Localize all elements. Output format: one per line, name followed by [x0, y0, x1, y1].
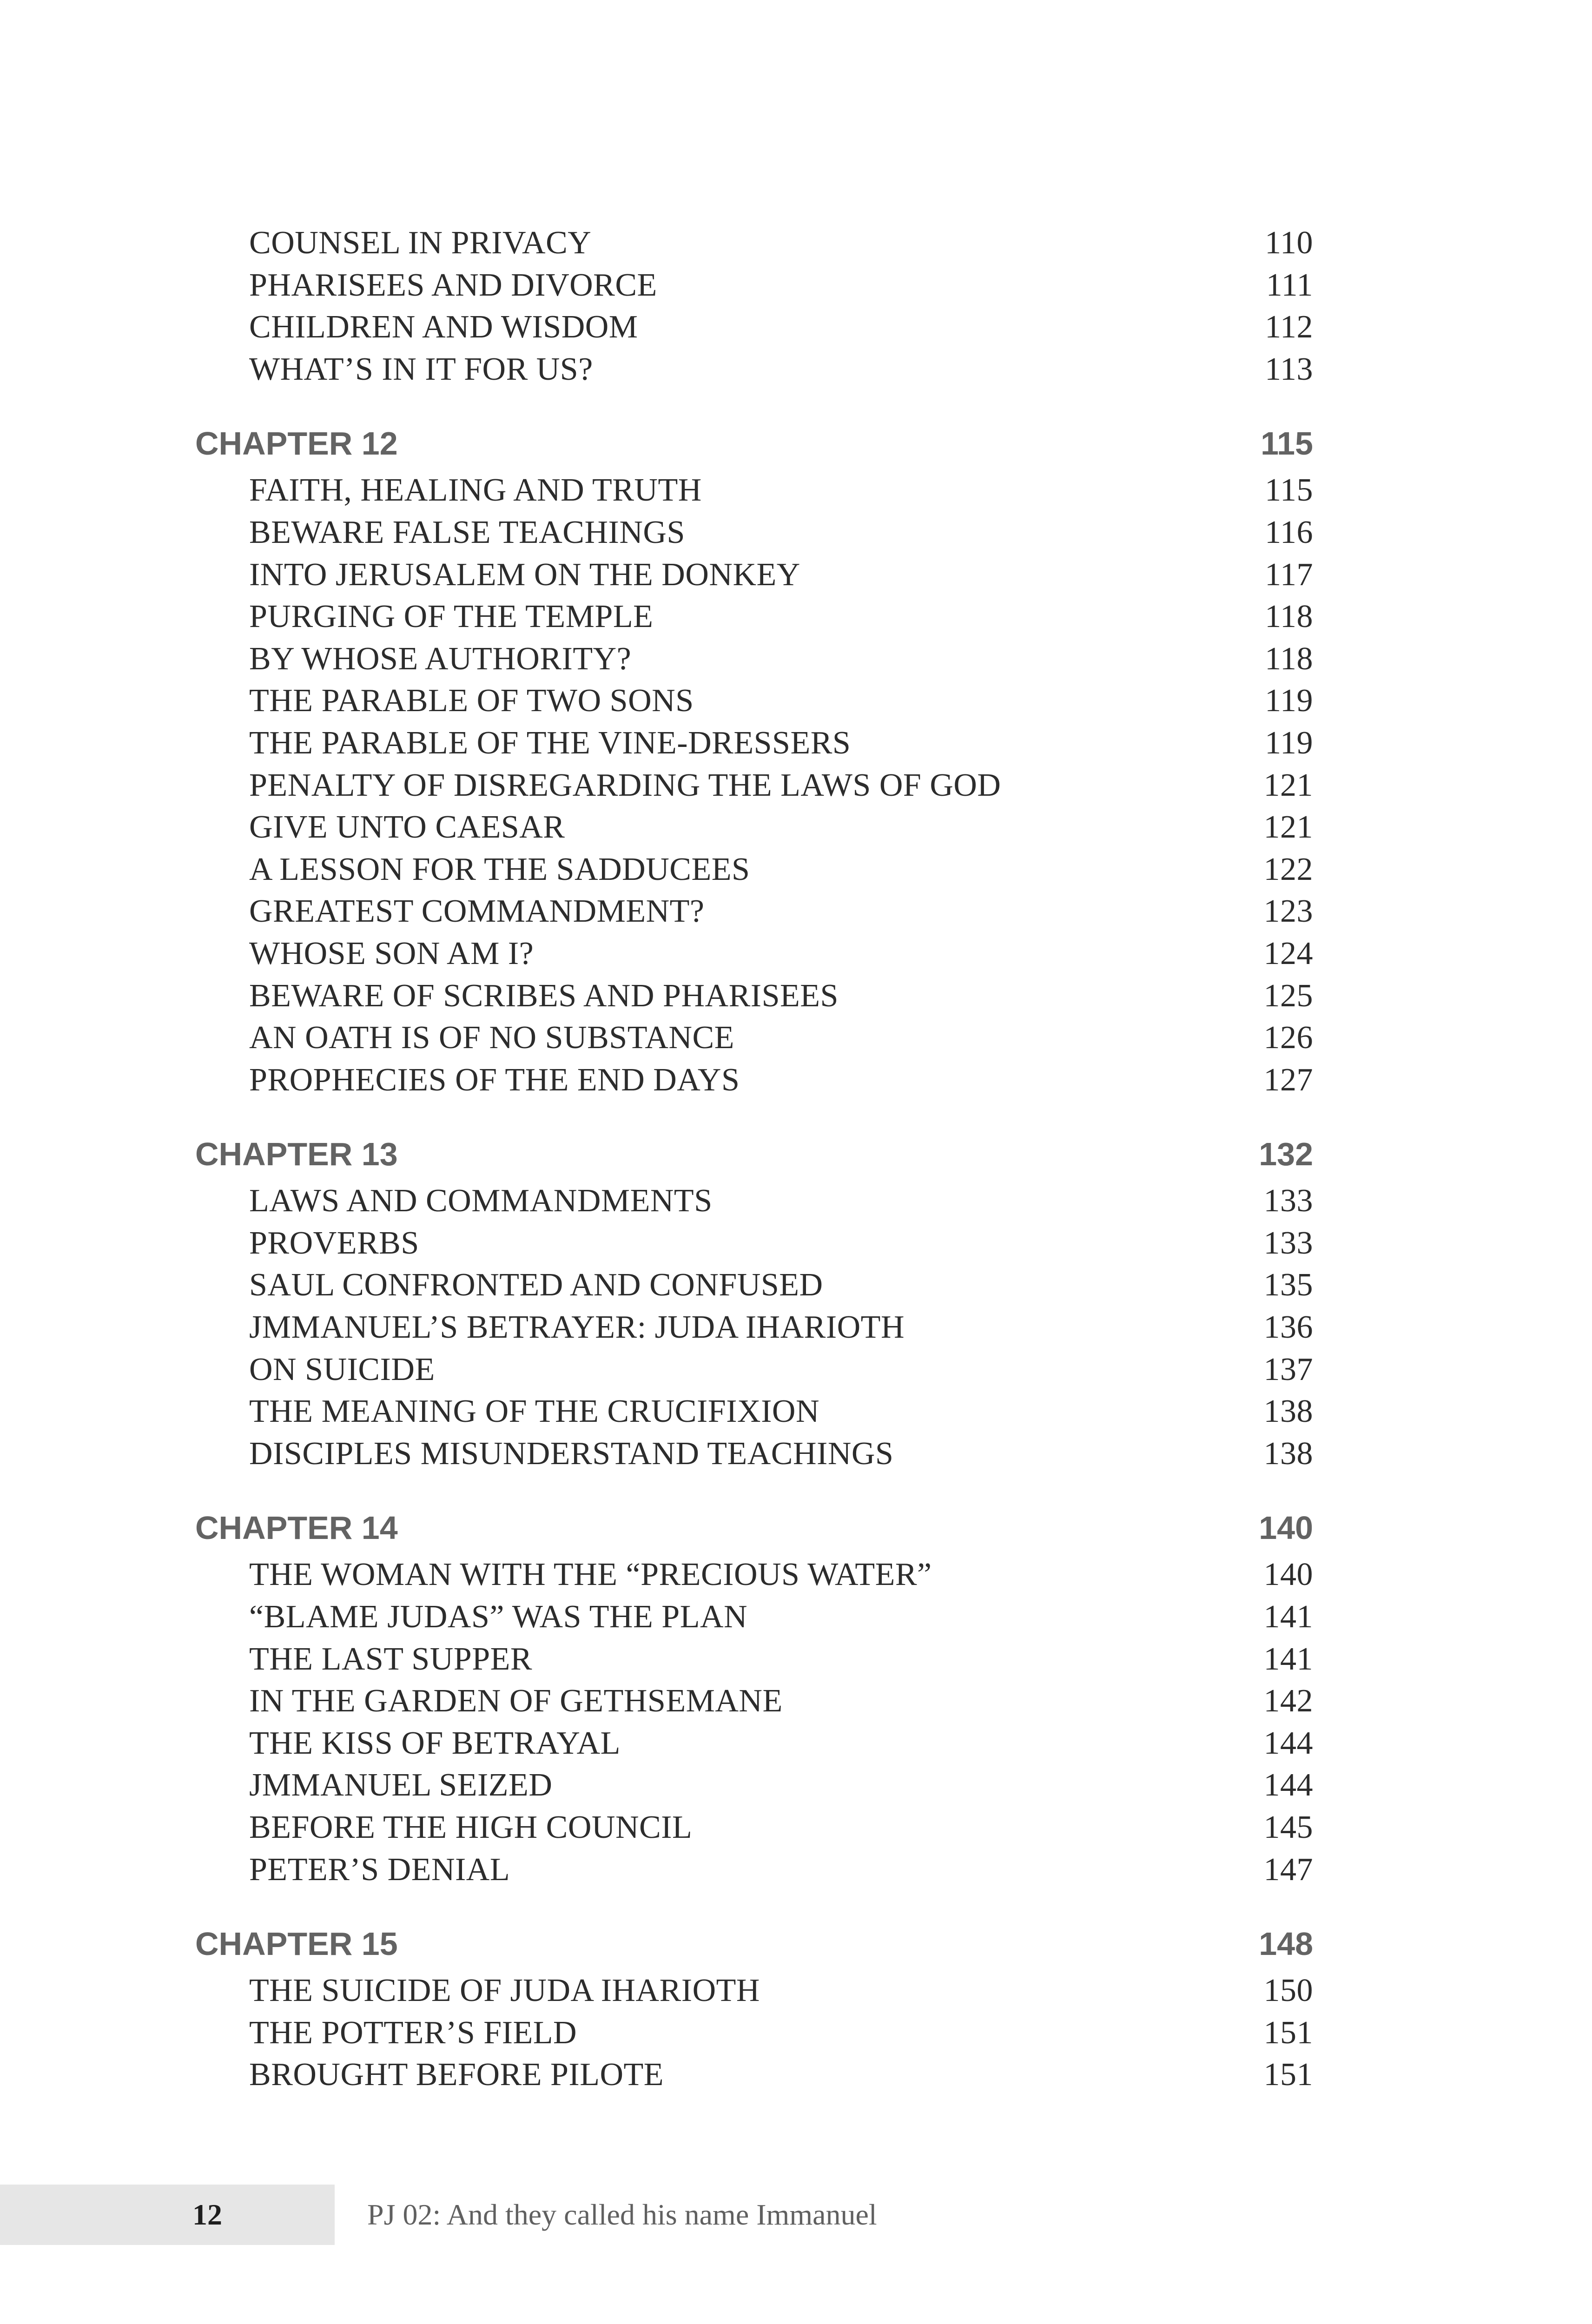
toc-entry-page-number: 135 [1263, 1267, 1313, 1303]
toc-entry [0, 1680, 1592, 1723]
toc-entry-title: WHOSE SON AM I? [249, 935, 534, 971]
toc-entry-title: PROPHECIES OF THE END DAYS [249, 1062, 740, 1098]
toc-entry [0, 1764, 1592, 1807]
toc-entry [0, 722, 1592, 765]
footer-book-title: PJ 02: And they called his name Immanuel [367, 2198, 877, 2231]
toc-entry-page-number: 111 [1266, 267, 1313, 303]
toc-entry-title: THE PARABLE OF TWO SONS [249, 683, 694, 719]
footer-page-number: 12 [192, 2198, 222, 2231]
chapter-heading-page-number: 148 [1259, 1926, 1313, 1962]
toc-entry-title: PURGING OF THE TEMPLE [249, 599, 654, 635]
toc-entry-title: FAITH, HEALING AND TRUTH [249, 472, 702, 508]
toc-entry-page-number: 140 [1263, 1557, 1313, 1593]
toc-entry-page-number: 133 [1263, 1183, 1313, 1219]
toc-entry [0, 806, 1592, 849]
toc-entry [0, 1349, 1592, 1391]
toc-entry-title: BEWARE FALSE TEACHINGS [249, 514, 685, 550]
toc-entry-page-number: 138 [1263, 1393, 1313, 1430]
toc-entry-page-number: 113 [1265, 351, 1313, 387]
toc-entry-page-number: 122 [1263, 851, 1313, 887]
toc-entry-page-number: 137 [1263, 1351, 1313, 1387]
toc-entry-title: A LESSON FOR THE SADDUCEES [249, 851, 750, 887]
toc-entry [0, 222, 1592, 264]
toc-entry [0, 264, 1592, 307]
toc-entry-page-number: 145 [1263, 1809, 1313, 1845]
chapter-heading-title: CHAPTER 15 [195, 1926, 398, 1962]
toc-entry [0, 306, 1592, 349]
toc-entry-title: THE POTTER’S FIELD [249, 2014, 577, 2051]
toc-entry-title: PROVERBS [249, 1225, 419, 1261]
toc-entry-page-number: 141 [1263, 1599, 1313, 1635]
toc-entry [0, 680, 1592, 722]
toc-entry [0, 2054, 1592, 2096]
toc-entry [0, 469, 1592, 512]
toc-entry [0, 1723, 1592, 1765]
toc-entry [0, 1596, 1592, 1638]
toc-entry-title: “BLAME JUDAS” WAS THE PLAN [249, 1599, 748, 1635]
toc-entry-page-number: 144 [1263, 1767, 1313, 1803]
toc-entry-title: BY WHOSE AUTHORITY? [249, 640, 632, 677]
toc-entry [0, 2012, 1592, 2054]
toc-entry [0, 638, 1592, 680]
toc-entry-title: THE MEANING OF THE CRUCIFIXION [249, 1393, 820, 1430]
toc-entry [0, 1017, 1592, 1059]
toc-entry-page-number: 151 [1263, 2057, 1313, 2093]
toc-entry-title: AN OATH IS OF NO SUBSTANCE [249, 1020, 734, 1056]
toc-entry-title: WHAT’S IN IT FOR US? [249, 351, 593, 387]
toc-entry-page-number: 133 [1263, 1225, 1313, 1261]
toc-entry-title: BEFORE THE HIGH COUNCIL [249, 1809, 693, 1845]
chapter-heading [0, 1921, 1592, 1967]
toc-entry-title: THE SUICIDE OF JUDA IHARIOTH [249, 1973, 760, 2009]
toc-entry-title: PENALTY OF DISREGARDING THE LAWS OF GOD [249, 767, 1001, 803]
toc-entry [0, 765, 1592, 807]
toc-entry-title: BEWARE OF SCRIBES AND PHARISEES [249, 977, 839, 1014]
chapter-heading [0, 1505, 1592, 1551]
toc-entry-page-number: 116 [1265, 514, 1313, 550]
toc-entry [0, 1307, 1592, 1349]
toc-entry-page-number: 121 [1263, 809, 1313, 845]
toc-entry-title: THE KISS OF BETRAYAL [249, 1725, 621, 1761]
toc-entry-page-number: 147 [1263, 1851, 1313, 1888]
toc-entry-page-number: 110 [1265, 225, 1313, 261]
toc-entry-title: CHILDREN AND WISDOM [249, 309, 638, 345]
toc-entry [0, 1638, 1592, 1681]
chapter-heading-page-number: 115 [1261, 425, 1313, 462]
toc-entry-title: THE WOMAN WITH THE “PRECIOUS WATER” [249, 1557, 932, 1593]
toc-entry [0, 1222, 1592, 1265]
toc-entry-page-number: 138 [1263, 1435, 1313, 1472]
toc-entry-title: ON SUICIDE [249, 1351, 435, 1387]
toc-entry [0, 1849, 1592, 1891]
chapter-heading [0, 1131, 1592, 1177]
toc-entry-page-number: 119 [1265, 683, 1313, 719]
toc-entry-page-number: 144 [1263, 1725, 1313, 1761]
chapter-heading [0, 420, 1592, 467]
toc-entry-title: GIVE UNTO CAESAR [249, 809, 565, 845]
toc-entry-page-number: 124 [1263, 935, 1313, 971]
footer-page-band [0, 2185, 335, 2245]
toc-entry [0, 596, 1592, 638]
toc-entry-page-number: 141 [1263, 1641, 1313, 1677]
toc-entry-title: DISCIPLES MISUNDERSTAND TEACHINGS [249, 1435, 894, 1472]
toc-entry-page-number: 112 [1265, 309, 1313, 345]
chapter-heading-title: CHAPTER 12 [195, 425, 398, 462]
chapter-heading-title: CHAPTER 13 [195, 1136, 398, 1173]
toc-entry [0, 1807, 1592, 1849]
toc-entry-title: IN THE GARDEN OF GETHSEMANE [249, 1683, 783, 1719]
toc-entry [0, 1059, 1592, 1102]
toc-entry [0, 1391, 1592, 1433]
toc-entry-page-number: 142 [1263, 1683, 1313, 1719]
toc-entry [0, 891, 1592, 933]
toc-entry-page-number: 118 [1265, 599, 1313, 635]
toc-entry [0, 1970, 1592, 2012]
toc-entry-title: COUNSEL IN PRIVACY [249, 225, 592, 261]
toc-entry-title: SAUL CONFRONTED AND CONFUSED [249, 1267, 823, 1303]
toc-entry-title: LAWS AND COMMANDMENTS [249, 1183, 713, 1219]
toc-entry [0, 933, 1592, 975]
table-of-contents [0, 222, 1592, 2096]
toc-entry-title: PHARISEES AND DIVORCE [249, 267, 657, 303]
toc-entry-page-number: 123 [1263, 893, 1313, 930]
toc-entry [0, 1180, 1592, 1222]
toc-entry-title: JMMANUEL’S BETRAYER: JUDA IHARIOTH [249, 1309, 905, 1346]
toc-entry-page-number: 117 [1265, 556, 1313, 593]
toc-entry [0, 1554, 1592, 1596]
toc-entry-page-number: 127 [1263, 1062, 1313, 1098]
toc-entry [0, 512, 1592, 554]
toc-entry-page-number: 119 [1265, 725, 1313, 761]
toc-entry [0, 975, 1592, 1017]
toc-entry-page-number: 115 [1265, 472, 1313, 508]
toc-entry-page-number: 118 [1265, 640, 1313, 677]
toc-entry [0, 849, 1592, 891]
toc-entry-title: INTO JERUSALEM ON THE DONKEY [249, 556, 800, 593]
toc-entry [0, 1264, 1592, 1307]
toc-entry-page-number: 125 [1263, 977, 1313, 1014]
toc-entry [0, 554, 1592, 596]
chapter-heading-page-number: 132 [1259, 1136, 1313, 1173]
toc-entry-title: GREATEST COMMANDMENT? [249, 893, 705, 930]
toc-entry-page-number: 121 [1263, 767, 1313, 803]
toc-entry-title: THE PARABLE OF THE VINE-DRESSERS [249, 725, 851, 761]
toc-entry-title: JMMANUEL SEIZED [249, 1767, 553, 1803]
toc-entry-page-number: 150 [1263, 1973, 1313, 2009]
chapter-heading-page-number: 140 [1259, 1510, 1313, 1546]
toc-entry [0, 349, 1592, 391]
toc-entry-page-number: 126 [1263, 1020, 1313, 1056]
toc-entry-page-number: 151 [1263, 2014, 1313, 2051]
toc-entry-title: THE LAST SUPPER [249, 1641, 533, 1677]
chapter-heading-title: CHAPTER 14 [195, 1510, 398, 1546]
toc-entry-title: BROUGHT BEFORE PILOTE [249, 2057, 664, 2093]
toc-entry-page-number: 136 [1263, 1309, 1313, 1346]
toc-entry-title: PETER’S DENIAL [249, 1851, 510, 1888]
toc-entry [0, 1433, 1592, 1475]
